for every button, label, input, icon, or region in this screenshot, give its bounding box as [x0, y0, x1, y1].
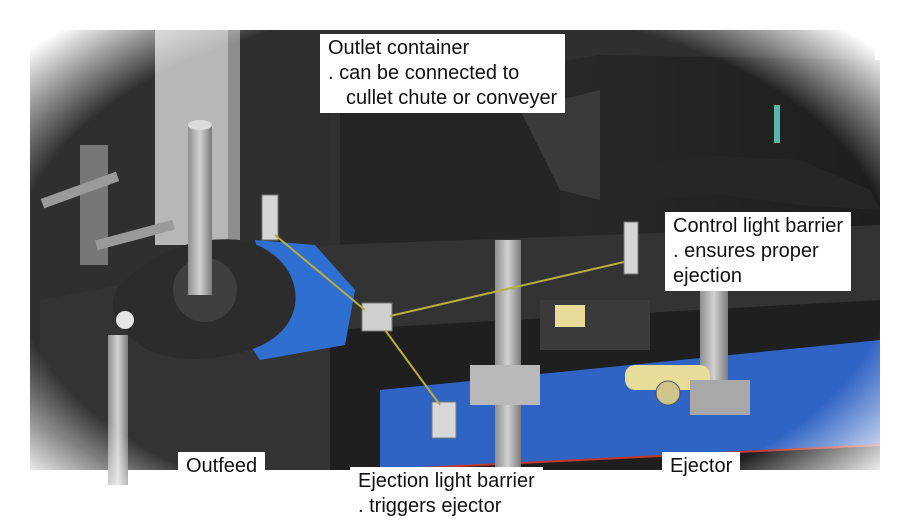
outfeed-title: Outfeed — [186, 455, 258, 477]
control-light-barrier-label — [665, 212, 851, 291]
control-light-barrier-title: Control light barrier — [673, 215, 844, 237]
ejector-label — [662, 452, 740, 481]
outlet-container-line3: cullet chute or conveyer — [346, 87, 558, 109]
outlet-container-line2: . can be connected to — [328, 62, 520, 84]
ejection-light-barrier-label — [350, 467, 543, 521]
control-light-barrier-line3: ejection — [673, 265, 742, 287]
control-light-barrier-line2: . ensures proper — [673, 240, 819, 262]
outlet-container-title: Outlet container — [328, 37, 470, 59]
ejector-title: Ejector — [670, 455, 733, 477]
outfeed-label — [178, 452, 265, 481]
ejection-light-barrier-line2: . triggers ejector — [358, 495, 502, 517]
ejection-light-barrier-title: Ejection light barrier — [358, 470, 535, 492]
outlet-container-label — [320, 34, 565, 113]
